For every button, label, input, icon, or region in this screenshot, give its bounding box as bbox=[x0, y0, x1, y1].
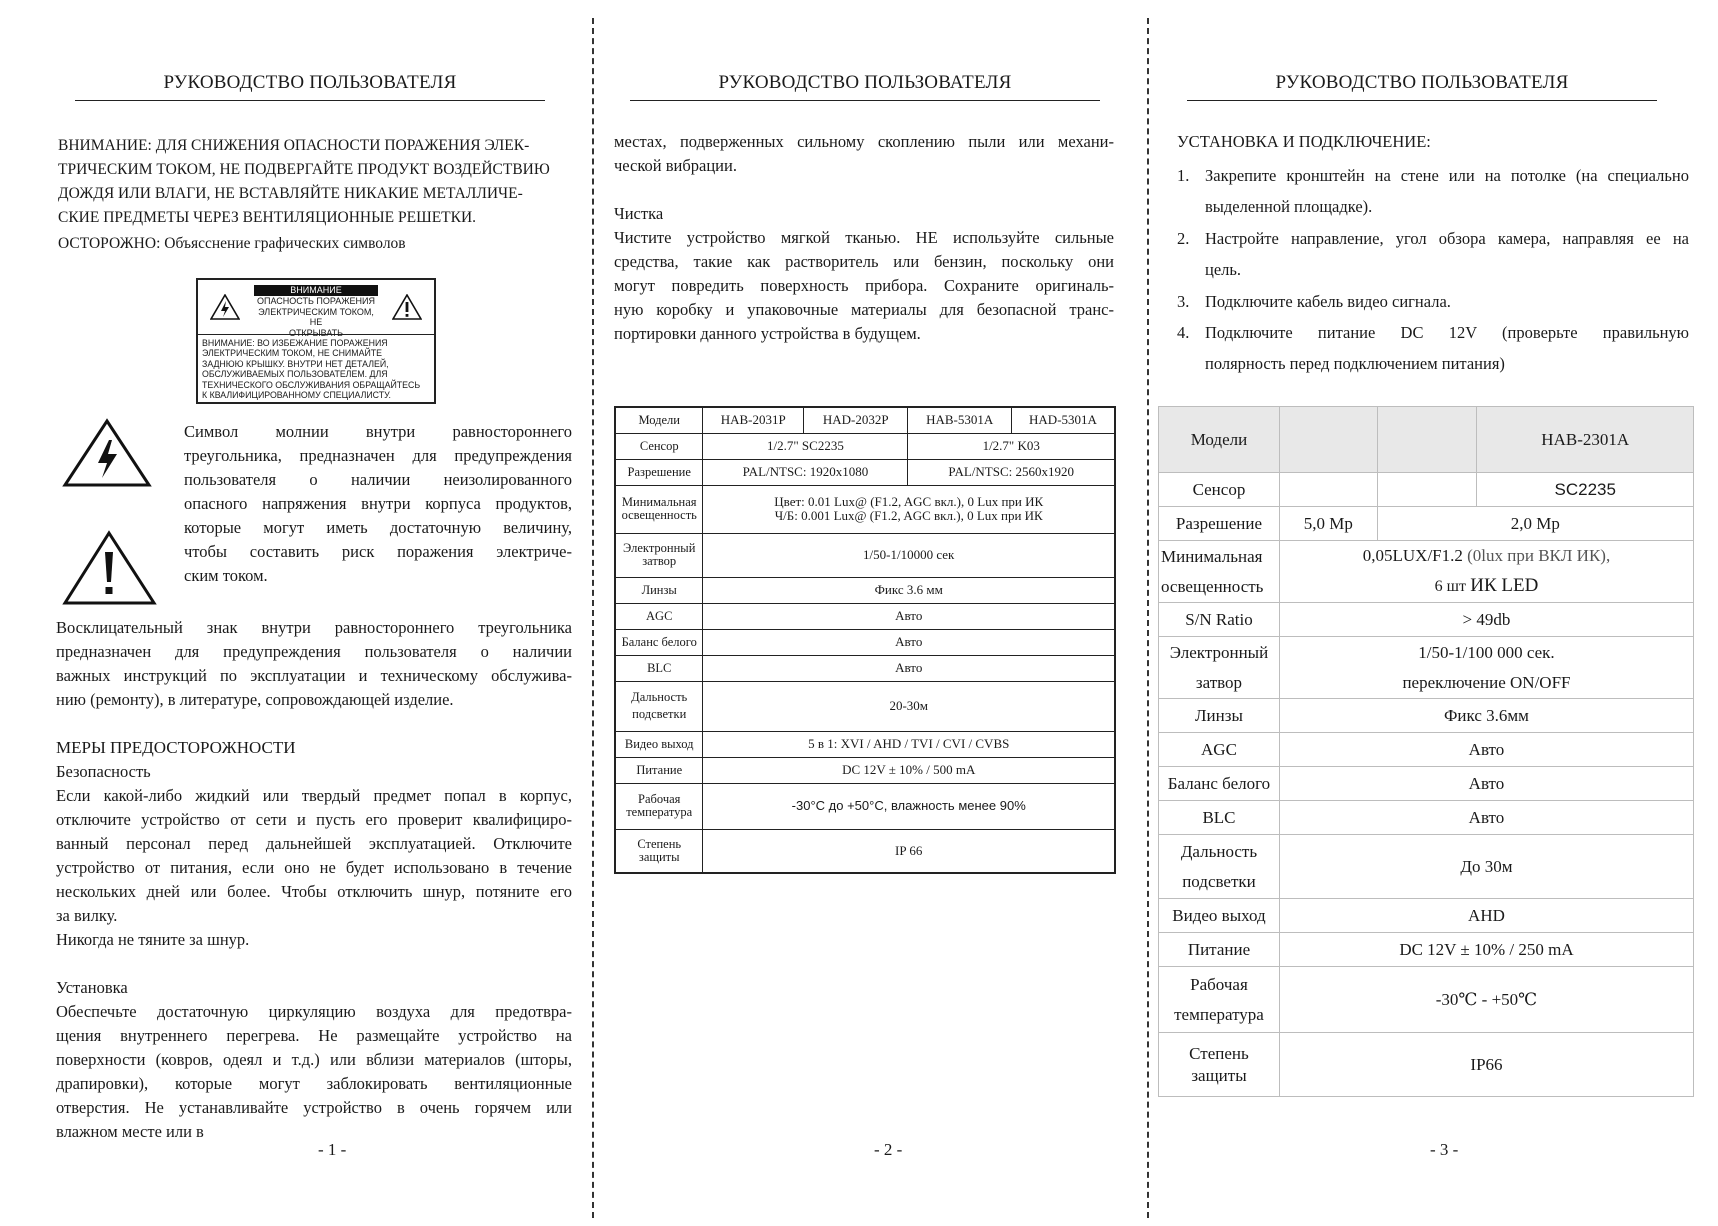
text-line: важных инструкций по эксплуатации и техническому обслужива- bbox=[56, 666, 572, 685]
empty-cell bbox=[1377, 473, 1477, 507]
precautions-title: МЕРЫ ПРЕДОСТОРОЖНОСТИ bbox=[56, 738, 296, 757]
exclamation-triangle-icon bbox=[62, 530, 157, 606]
table-row bbox=[615, 655, 1115, 681]
white-balance-label: Баланс белого bbox=[1159, 767, 1280, 801]
table-row bbox=[615, 731, 1115, 757]
table-row bbox=[1159, 967, 1694, 1033]
text-line: нию (ремонту), в литературе, сопровождающей изделие. bbox=[56, 690, 454, 709]
model-cell: HAB-2031P bbox=[703, 407, 804, 433]
table-row bbox=[1159, 699, 1694, 733]
page-title: РУКОВОДСТВО ПОЛЬЗОВАТЕЛЯ bbox=[1275, 72, 1569, 93]
warning-label-body bbox=[202, 338, 430, 400]
table-row bbox=[1159, 541, 1694, 603]
text-line: нескольких дней или более. Чтобы отключить шнур, потяните его bbox=[56, 882, 572, 901]
label-line: Минимальная bbox=[1161, 546, 1263, 566]
label-line: защиты bbox=[1191, 1065, 1247, 1085]
model-cell: HAB-2301A bbox=[1477, 407, 1694, 473]
table-row bbox=[1159, 637, 1694, 699]
page-number: - 1 - bbox=[318, 1140, 347, 1159]
install-title: Установка bbox=[56, 978, 128, 997]
install-step bbox=[1177, 286, 1689, 317]
table-row bbox=[1159, 933, 1694, 967]
sensor-label: Сенсор bbox=[1159, 473, 1280, 507]
shutter-label bbox=[1159, 637, 1280, 699]
illumination-note: (0lux при ВКЛ ИК), bbox=[1467, 546, 1611, 565]
step-line: Настройте направление, угол обзора камера, направляя ее на bbox=[1205, 228, 1689, 248]
illumination-cell bbox=[1279, 541, 1693, 603]
text-line: Никогда не тяните за шнур. bbox=[56, 930, 250, 949]
warning-text bbox=[58, 134, 572, 230]
sensor-cell: 1/2.7" K03 bbox=[908, 433, 1115, 459]
text-line: влажном месте или в bbox=[56, 1122, 204, 1141]
table-row bbox=[615, 603, 1115, 629]
text-line: отверстия. Не устанавливайте устройство в очень горячем или bbox=[56, 1098, 572, 1117]
caution-text: ОСТОРОЖНО: Объясснение графических символов bbox=[58, 235, 406, 252]
white-balance-cell: Авто bbox=[1279, 767, 1693, 801]
ir-range-cell: До 30м bbox=[1279, 835, 1693, 899]
text-line: могут повредить поверхность прибора. Сохраните оригиналь- bbox=[614, 276, 1114, 295]
step-number: 3. bbox=[1177, 291, 1190, 311]
table-row bbox=[615, 459, 1115, 485]
cleaning-title: Чистка bbox=[614, 204, 664, 223]
table-row bbox=[1159, 899, 1694, 933]
table-row bbox=[615, 407, 1115, 433]
subtitle-line: ЭЛЕКТРИЧЕСКИМ ТОКОМ, НЕ bbox=[258, 306, 374, 327]
resolution-cell: PAL/NTSC: 1920x1080 bbox=[703, 459, 908, 485]
power-cell: DC 12V ± 10% / 500 mA bbox=[703, 757, 1115, 783]
label-line: Рабочая bbox=[1190, 974, 1248, 994]
page-number: - 3 - bbox=[1430, 1140, 1459, 1159]
value-line: Цвет: 0.01 Lux@ (F1.2, AGC вкл.), 0 Lux при ИК bbox=[774, 494, 1044, 509]
text-line: которые могут иметь достаточную величину, bbox=[184, 518, 572, 537]
label-body-line: ЭЛЕКТРИЧЕСКИМ ТОКОМ, НЕ СНИМАЙТЕ bbox=[202, 348, 383, 359]
install-step bbox=[1177, 223, 1689, 286]
table-row bbox=[1159, 507, 1694, 541]
cleaning-text bbox=[614, 226, 1114, 346]
text-line: Чистите устройство мягкой тканью. НЕ используйте сильные bbox=[614, 228, 1114, 247]
table-row bbox=[1159, 801, 1694, 835]
table-row bbox=[1159, 473, 1694, 507]
label-line: подсветки bbox=[1182, 871, 1256, 891]
table-row bbox=[1159, 603, 1694, 637]
white-balance-label: Баланс белого bbox=[615, 629, 703, 655]
white-balance-cell: Авто bbox=[703, 629, 1115, 655]
label-line: защиты bbox=[638, 849, 680, 864]
label-line: Электронный bbox=[623, 541, 696, 555]
models-label: Модели bbox=[1159, 407, 1280, 473]
lens-label: Линзы bbox=[1159, 699, 1280, 733]
label-line: затвор bbox=[642, 554, 677, 568]
lightning-triangle-icon bbox=[210, 294, 240, 320]
warning-label bbox=[196, 278, 436, 404]
install-steps bbox=[1177, 160, 1689, 380]
header-rule bbox=[630, 100, 1100, 101]
temperature-label bbox=[1159, 967, 1280, 1033]
blc-label: BLC bbox=[1159, 801, 1280, 835]
temperature-cell: -30℃ - +50℃ bbox=[1279, 967, 1693, 1033]
table-row bbox=[615, 533, 1115, 577]
table-row bbox=[1159, 835, 1694, 899]
label-body-line: К КВАЛИФИЦИРОВАННОМУ СПЕЦИАЛИСТУ. bbox=[202, 390, 391, 401]
illumination-line bbox=[1282, 571, 1691, 602]
warning-line: ДОЖДЯ ИЛИ ВЛАГИ, НЕ ВСТАВЛЯЙТЕ НИКАКИЕ МЕТАЛЛИЧЕ- bbox=[58, 185, 523, 202]
table-row bbox=[615, 577, 1115, 603]
label-line: Степень bbox=[1189, 1043, 1249, 1063]
blc-cell: Авто bbox=[1279, 801, 1693, 835]
label-line: температура bbox=[1174, 1004, 1264, 1024]
illumination-label bbox=[615, 485, 703, 533]
header-rule bbox=[1187, 100, 1657, 101]
page-number: - 2 - bbox=[874, 1140, 903, 1159]
label-body-line: ЗАДНЮЮ КРЫШКУ. ВНУТРИ НЕТ ДЕТАЛЕЙ, bbox=[202, 358, 389, 369]
label-line: затвор bbox=[1195, 672, 1243, 692]
illumination-cell bbox=[703, 485, 1115, 533]
lens-cell: Фикс 3.6 мм bbox=[703, 577, 1115, 603]
text-line: ную коробку и упаковочные материалы для безопасной транс- bbox=[614, 300, 1114, 319]
label-line: Дальность bbox=[1180, 841, 1258, 861]
warning-line: ВНИМАНИЕ: ДЛЯ СНИЖЕНИЯ ОПАСНОСТИ ПОРАЖЕНИЯ ЭЛЕК- bbox=[58, 137, 530, 154]
ir-range-cell: 20-30м bbox=[703, 681, 1115, 731]
label-line: Дальность bbox=[631, 690, 688, 704]
subtitle-line: ОТКРЫВАТЬ bbox=[288, 327, 344, 338]
page-title: РУКОВОДСТВО ПОЛЬЗОВАТЕЛЯ bbox=[718, 72, 1012, 93]
lens-cell: Фикс 3.6мм bbox=[1279, 699, 1693, 733]
shutter-label bbox=[615, 533, 703, 577]
fold-line-left bbox=[592, 18, 594, 1218]
shutter-cell bbox=[1279, 637, 1693, 699]
label-line: освещенность bbox=[621, 508, 697, 522]
illumination-value: 0,05LUX/F1.2 bbox=[1362, 546, 1463, 565]
protection-cell: IP 66 bbox=[703, 829, 1115, 873]
label-body-line: ТЕХНИЧЕСКОГО ОБСЛУЖИВАНИЯ ОБРАЩАЙТЕСЬ bbox=[202, 379, 421, 390]
label-line: подсветки bbox=[632, 707, 687, 721]
table-row bbox=[1159, 407, 1694, 473]
lens-label: Линзы bbox=[615, 577, 703, 603]
step-line: Подключите кабель видео сигнала. bbox=[1205, 291, 1451, 311]
step-line: Подключите питание DC 12V (проверьте правильную bbox=[1205, 323, 1689, 343]
shutter-line: 1/50-1/100 000 сек. bbox=[1418, 642, 1555, 662]
illumination-label bbox=[1159, 541, 1280, 603]
exclamation-description bbox=[56, 616, 572, 712]
step-number: 1. bbox=[1177, 166, 1190, 185]
text-line: предназначен для предупреждения пользователя о наличии bbox=[56, 642, 572, 661]
warning-label-title: ВНИМАНИЕ bbox=[254, 285, 378, 296]
exclamation-triangle-icon bbox=[392, 294, 422, 320]
model-cell: HAB-5301A bbox=[908, 407, 1012, 433]
warning-label-subtitle bbox=[254, 296, 378, 338]
text-line: за вилку. bbox=[56, 906, 118, 925]
ir-led-count: 6 шт bbox=[1434, 578, 1466, 595]
value-line: Ч/Б: 0.001 Lux@ (F1.2, AGC вкл.), 0 Lux при ИК bbox=[774, 508, 1043, 523]
shutter-cell: 1/50-1/10000 сек bbox=[703, 533, 1115, 577]
sensor-cell: 1/2.7" SC2235 bbox=[703, 433, 908, 459]
warning-line: СКИЕ ПРЕДМЕТЫ ЧЕРЕЗ ВЕНТИЛЯЦИОННЫЕ РЕШЕТКИ. bbox=[58, 209, 477, 226]
label-line: освещенность bbox=[1161, 576, 1264, 596]
text-line: ским током. bbox=[184, 566, 268, 585]
protection-cell: IP66 bbox=[1279, 1033, 1693, 1097]
lightning-bolt-triangle-icon bbox=[62, 418, 152, 488]
step-line: Закрепите кронштейн на стене или на потолке (на специально bbox=[1205, 166, 1689, 185]
ir-led-label: ИК LED bbox=[1470, 575, 1539, 596]
step-line: полярность перед подключением питания) bbox=[1205, 354, 1505, 374]
specs-table-page3 bbox=[1158, 406, 1694, 1097]
label-line: Минимальная bbox=[621, 495, 697, 509]
model-cell: HAD-2032P bbox=[803, 407, 907, 433]
header-rule bbox=[75, 100, 545, 101]
table-row bbox=[615, 433, 1115, 459]
step-line: выделенной площадке). bbox=[1205, 197, 1373, 217]
resolution-label: Разрешение bbox=[1159, 507, 1280, 541]
table-row bbox=[615, 629, 1115, 655]
video-out-label: Видео выход bbox=[615, 731, 703, 757]
resolution-cell: 2,0 Mp bbox=[1377, 507, 1693, 541]
text-line: Обеспечьте достаточную циркуляцию воздуха для предотвра- bbox=[56, 1002, 572, 1021]
label-body-line: ВНИМАНИЕ: ВО ИЗБЕЖАНИЕ ПОРАЖЕНИЯ bbox=[202, 338, 388, 348]
protection-label bbox=[615, 829, 703, 873]
temperature-cell: -30°C до +50°C, влажность менее 90% bbox=[703, 783, 1115, 829]
text-line: портировки данного устройства в будущем. bbox=[614, 324, 921, 343]
sensor-cell: SC2235 bbox=[1477, 473, 1694, 507]
models-label: Модели bbox=[615, 407, 703, 433]
warning-line: ТРИЧЕСКИМ ТОКОМ, НЕ ПОДВЕРГАЙТЕ ПРОДУКТ ВОЗДЕЙСТВИЮ bbox=[58, 161, 550, 178]
ir-range-label bbox=[615, 681, 703, 731]
shutter-line: переключение ON/OFF bbox=[1402, 672, 1571, 692]
text-line: местах, подверженных сильному скоплению пыли или механи- bbox=[614, 132, 1114, 151]
step-number: 2. bbox=[1177, 228, 1190, 248]
empty-cell bbox=[1279, 407, 1377, 473]
sn-ratio-label: S/N Ratio bbox=[1159, 603, 1280, 637]
table-row bbox=[615, 829, 1115, 873]
sensor-label: Сенсор bbox=[615, 433, 703, 459]
text-line: устройство от питания, если оно не будет использовано в течение bbox=[56, 858, 572, 877]
label-body-line: ОБСЛУЖИВАЕМЫХ ПОЛЬЗОВАТЕЛЕМ. ДЛЯ bbox=[202, 369, 388, 380]
install-step bbox=[1177, 160, 1689, 223]
safety-title: Безопасность bbox=[56, 762, 151, 781]
text-line: ческой вибрации. bbox=[614, 156, 737, 175]
lightning-description bbox=[184, 420, 572, 588]
blc-cell: Авто bbox=[703, 655, 1115, 681]
video-out-cell: 5 в 1: XVI / AHD / TVI / CVI / CVBS bbox=[703, 731, 1115, 757]
install-connect-title: УСТАНОВКА И ПОДКЛЮЧЕНИЕ: bbox=[1177, 132, 1431, 151]
table-row bbox=[615, 783, 1115, 829]
table-row bbox=[615, 757, 1115, 783]
continued-text bbox=[614, 130, 1114, 178]
table-row bbox=[1159, 767, 1694, 801]
text-line: отключите устройство от сети и пусть его проверит квалифициро- bbox=[56, 810, 572, 829]
model-cell: HAD-5301A bbox=[1011, 407, 1115, 433]
video-out-cell: AHD bbox=[1279, 899, 1693, 933]
text-line: опасного напряжения внутри корпуса продуктов, bbox=[184, 494, 572, 513]
power-cell: DC 12V ± 10% / 250 mA bbox=[1279, 933, 1693, 967]
subtitle-line: ОПАСНОСТЬ ПОРАЖЕНИЯ bbox=[256, 296, 376, 306]
resolution-cell: 5,0 Mp bbox=[1279, 507, 1377, 541]
text-line: Восклицательный знак внутри равностороннего треугольника bbox=[56, 618, 572, 637]
ir-range-label bbox=[1159, 835, 1280, 899]
text-line: треугольника, предназначен для предупреждения bbox=[184, 446, 572, 465]
sn-ratio-cell: > 49db bbox=[1279, 603, 1693, 637]
text-line: ванный персонал перед дальнейшей эксплуатацией. Отключите bbox=[56, 834, 572, 853]
label-line: Рабочая bbox=[638, 792, 681, 806]
agc-label: AGC bbox=[615, 603, 703, 629]
resolution-cell: PAL/NTSC: 2560x1920 bbox=[908, 459, 1115, 485]
safety-text bbox=[56, 784, 572, 952]
install-text bbox=[56, 1000, 572, 1144]
temperature-label bbox=[615, 783, 703, 829]
power-label: Питание bbox=[1159, 933, 1280, 967]
text-line: Если какой-либо жидкий или твердый предмет попал в корпус, bbox=[56, 786, 572, 805]
illumination-line bbox=[1282, 541, 1691, 571]
text-line: драпировки), которые могут заблокировать вентиляционные bbox=[56, 1074, 572, 1093]
agc-label: AGC bbox=[1159, 733, 1280, 767]
empty-cell bbox=[1279, 473, 1377, 507]
page-title: РУКОВОДСТВО ПОЛЬЗОВАТЕЛЯ bbox=[163, 72, 457, 93]
label-line: температура bbox=[626, 805, 693, 819]
text-line: пользователя о наличии неизолированного bbox=[184, 470, 572, 489]
step-number: 4. bbox=[1177, 323, 1190, 343]
resolution-label: Разрешение bbox=[615, 459, 703, 485]
install-step bbox=[1177, 317, 1689, 380]
text-line: щения внутреннего перегрева. Не размещайте устройство на bbox=[56, 1026, 572, 1045]
protection-label bbox=[1159, 1033, 1280, 1097]
text-line: средства, такие как растворитель или бензин, поскольку они bbox=[614, 252, 1114, 271]
power-label: Питание bbox=[615, 757, 703, 783]
text-line: поверхности (ковров, одеял и т.д.) или вблизи материалов (шторы, bbox=[56, 1050, 572, 1069]
blc-label: BLC bbox=[615, 655, 703, 681]
table-row bbox=[615, 485, 1115, 533]
label-line: Электронный bbox=[1169, 642, 1269, 662]
step-line: цель. bbox=[1205, 260, 1242, 280]
table-row bbox=[1159, 1033, 1694, 1097]
empty-cell bbox=[1377, 407, 1477, 473]
table-row bbox=[1159, 733, 1694, 767]
table-row bbox=[615, 681, 1115, 731]
video-out-label: Видео выход bbox=[1159, 899, 1280, 933]
fold-line-right bbox=[1147, 18, 1149, 1218]
agc-cell: Авто bbox=[1279, 733, 1693, 767]
label-line: Степень bbox=[637, 836, 682, 851]
text-line: Символ молнии внутри равностороннего bbox=[184, 422, 572, 441]
specs-table-page2 bbox=[614, 406, 1116, 874]
warning-label-header bbox=[198, 280, 434, 338]
agc-cell: Авто bbox=[703, 603, 1115, 629]
text-line: чтобы составить риск поражения электриче- bbox=[184, 542, 572, 561]
